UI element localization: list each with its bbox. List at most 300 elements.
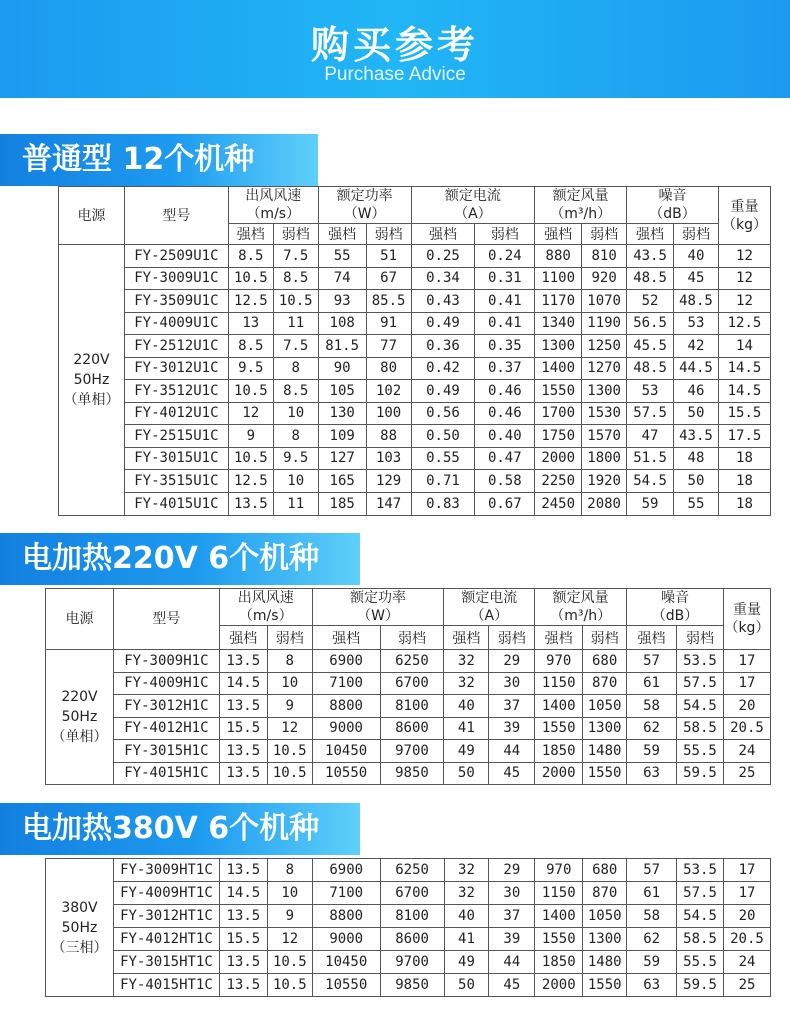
table-row — [46, 882, 771, 905]
model-cell: FY-3009HT1C — [113, 859, 219, 882]
subheader-strong-text-1: 强档 — [236, 227, 265, 243]
value-cell: 18 — [718, 447, 770, 470]
value-cell: 20.5 — [723, 717, 770, 740]
value-cell: 11 — [273, 492, 318, 515]
value-cell: 870 — [583, 672, 627, 695]
value-cell: 10550 — [312, 762, 380, 785]
value-cell: 53.5 — [676, 650, 723, 673]
value-cell: 0.34 — [411, 267, 475, 290]
value-cell: 2000 — [535, 762, 583, 785]
value-cell: 8.5 — [228, 335, 273, 358]
value-cell: 8800 — [312, 905, 380, 928]
subheader-weak-text-1: 弱档 — [685, 630, 714, 647]
value-cell: 53 — [674, 312, 719, 335]
value-cell: 1100 — [535, 267, 582, 290]
value-cell: 55.5 — [677, 951, 724, 974]
value-cell: 25 — [723, 762, 770, 785]
subheader-weak — [366, 224, 411, 245]
value-cell: 7100 — [312, 882, 380, 905]
value-cell: 8800 — [312, 695, 380, 718]
power-source-line: 220V — [73, 351, 110, 368]
model-cell: FY-3009U1C — [124, 267, 228, 290]
value-cell: 57 — [627, 650, 677, 673]
value-cell: 1530 — [582, 402, 627, 425]
value-cell: 17 — [723, 882, 770, 905]
value-cell: 50 — [674, 470, 719, 493]
value-cell: 9700 — [380, 740, 444, 763]
value-cell: 48.5 — [627, 357, 674, 380]
model-cell: FY-2509U1C — [124, 245, 228, 268]
model-cell: FY-4012U1C — [124, 402, 228, 425]
value-cell: 12 — [718, 267, 770, 290]
value-cell: 51.5 — [627, 447, 674, 470]
value-cell: 1550 — [535, 380, 582, 403]
value-cell: 32 — [444, 859, 489, 882]
value-cell: 58 — [627, 905, 677, 928]
value-cell: 0.35 — [475, 335, 535, 358]
value-cell: 10.5 — [267, 974, 312, 997]
value-cell: 1300 — [583, 928, 627, 951]
value-cell: 10 — [273, 402, 318, 425]
table-row — [59, 357, 771, 380]
value-cell: 54.5 — [677, 905, 724, 928]
header-weight-text-2: （kg） — [724, 620, 770, 636]
header-airflow — [535, 187, 627, 224]
value-cell: 1050 — [583, 695, 627, 718]
value-cell: 12 — [228, 402, 273, 425]
subheader-weak-text-1: 弱档 — [397, 630, 426, 647]
table-row — [46, 695, 771, 718]
value-cell: 0.42 — [411, 357, 475, 380]
value-cell: 43.5 — [674, 425, 719, 448]
value-cell: 49 — [444, 951, 489, 974]
value-cell: 109 — [318, 425, 366, 448]
value-cell: 61 — [627, 672, 677, 695]
value-cell: 13 — [228, 312, 273, 335]
value-cell: 50 — [444, 762, 489, 785]
power-source-cell — [46, 859, 114, 997]
power-source-line: 50Hz — [73, 371, 110, 388]
value-cell: 46 — [674, 380, 719, 403]
header-speed-text-1: 出风风速 — [237, 590, 294, 606]
value-cell: 0.55 — [411, 447, 475, 470]
value-cell: 8100 — [380, 695, 444, 718]
value-cell: 6250 — [380, 650, 444, 673]
header-speed-text-2: （m/s） — [238, 608, 293, 624]
value-cell: 85.5 — [366, 290, 411, 313]
model-cell: FY-4012H1C — [113, 717, 219, 740]
value-cell: 0.37 — [475, 357, 535, 380]
banner-subtitle: Purchase Advice — [324, 64, 466, 85]
value-cell: 17 — [723, 672, 770, 695]
table-row — [59, 425, 771, 448]
value-cell: 17 — [723, 650, 770, 673]
subheader-strong-text-1: 强档 — [452, 630, 481, 647]
value-cell: 12.5 — [228, 470, 273, 493]
value-cell: 10.5 — [267, 951, 312, 974]
value-cell: 1850 — [535, 951, 583, 974]
value-cell: 20 — [723, 695, 770, 718]
value-cell: 20 — [723, 905, 770, 928]
value-cell: 54.5 — [676, 695, 723, 718]
value-cell: 147 — [366, 492, 411, 515]
value-cell: 1480 — [583, 740, 627, 763]
value-cell: 74 — [318, 267, 366, 290]
value-cell: 44 — [489, 951, 535, 974]
table-row — [59, 245, 771, 268]
value-cell: 41 — [444, 928, 489, 951]
value-cell: 9.5 — [273, 447, 318, 470]
value-cell: 0.47 — [475, 447, 535, 470]
value-cell: 0.67 — [475, 492, 535, 515]
value-cell: 130 — [318, 402, 366, 425]
table-row — [59, 335, 771, 358]
subheader-weak-text-1: 弱档 — [590, 630, 619, 647]
value-cell: 30 — [489, 882, 535, 905]
value-cell: 55 — [318, 245, 366, 268]
value-cell: 47 — [627, 425, 674, 448]
subheader-strong-text-1: 强档 — [332, 630, 361, 647]
value-cell: 6900 — [312, 650, 380, 673]
header-noise — [627, 187, 719, 224]
section-title-heating-220v: 电加热220V 6个机种 — [0, 533, 360, 585]
value-cell: 100 — [366, 402, 411, 425]
header-current-text-1: 额定电流 — [444, 188, 501, 204]
value-cell: 8100 — [380, 905, 444, 928]
value-cell: 10.5 — [273, 290, 318, 313]
power-source-line: 50Hz — [61, 919, 98, 936]
value-cell: 81.5 — [318, 335, 366, 358]
subheader-weak-text-1: 弱档 — [281, 227, 310, 243]
value-cell: 10550 — [312, 974, 380, 997]
value-cell: 56.5 — [627, 312, 674, 335]
value-cell: 1400 — [535, 905, 583, 928]
model-cell: FY-3015H1C — [113, 740, 219, 763]
header-current-text-1: 额定电流 — [461, 590, 518, 606]
value-cell: 1270 — [582, 357, 627, 380]
power-source-line: 50Hz — [61, 709, 98, 725]
value-cell: 12.5 — [228, 290, 273, 313]
value-cell: 58.5 — [677, 928, 724, 951]
subheader-weak — [273, 224, 318, 245]
model-cell: FY-4009U1C — [124, 312, 228, 335]
value-cell: 1340 — [535, 312, 582, 335]
value-cell: 90 — [318, 357, 366, 380]
subheader-strong — [535, 626, 583, 650]
value-cell: 0.25 — [411, 245, 475, 268]
model-cell: FY-4015HT1C — [113, 974, 219, 997]
value-cell: 970 — [535, 859, 583, 882]
model-cell: FY-4015U1C — [124, 492, 228, 515]
value-cell: 680 — [583, 859, 627, 882]
value-cell: 10450 — [312, 740, 380, 763]
value-cell: 48.5 — [674, 290, 719, 313]
model-cell: FY-3015HT1C — [113, 951, 219, 974]
model-cell: FY-4009H1C — [113, 672, 219, 695]
value-cell: 0.41 — [475, 290, 535, 313]
value-cell: 37 — [489, 905, 535, 928]
value-cell: 12 — [267, 717, 312, 740]
value-cell: 9700 — [380, 951, 444, 974]
value-cell: 10 — [267, 672, 312, 695]
value-cell: 0.50 — [411, 425, 475, 448]
value-cell: 102 — [366, 380, 411, 403]
value-cell: 2250 — [535, 470, 582, 493]
value-cell: 57.5 — [627, 402, 674, 425]
value-cell: 6700 — [380, 672, 444, 695]
value-cell: 7.5 — [273, 245, 318, 268]
table-row — [59, 402, 771, 425]
value-cell: 45 — [489, 974, 535, 997]
value-cell: 12 — [267, 928, 312, 951]
value-cell: 7100 — [312, 672, 380, 695]
model-cell: FY-3012HT1C — [113, 905, 219, 928]
table-row — [46, 905, 771, 928]
value-cell: 0.83 — [411, 492, 475, 515]
value-cell: 14.5 — [718, 357, 770, 380]
table-row — [46, 717, 771, 740]
header-power-text-2: （W） — [357, 608, 399, 624]
value-cell: 1570 — [582, 425, 627, 448]
value-cell: 0.40 — [475, 425, 535, 448]
subheader-weak-text-1: 弱档 — [681, 227, 710, 243]
spec-table-heating-380v — [45, 858, 771, 997]
value-cell: 9.5 — [228, 357, 273, 380]
value-cell: 1150 — [535, 672, 583, 695]
header-model-text-1: 型号 — [152, 611, 181, 627]
header-power — [318, 187, 411, 224]
value-cell: 39 — [489, 717, 535, 740]
value-cell: 1300 — [583, 717, 627, 740]
value-cell: 77 — [366, 335, 411, 358]
value-cell: 1400 — [535, 357, 582, 380]
header-model-text-1: 型号 — [162, 207, 191, 224]
header-power-text-2: （W） — [343, 206, 386, 222]
value-cell: 17.5 — [718, 425, 770, 448]
value-cell: 63 — [627, 974, 677, 997]
subheader-weak — [676, 626, 723, 650]
header-airflow-text-2: （m³/h） — [550, 206, 612, 222]
subheader-weak-text-1: 弱档 — [275, 630, 304, 647]
value-cell: 44 — [489, 740, 535, 763]
value-cell: 13.5 — [228, 492, 273, 515]
power-source-cell — [59, 245, 125, 516]
value-cell: 59 — [627, 951, 677, 974]
header-current-text-2: （A） — [470, 608, 509, 624]
purchase-advice-banner — [0, 0, 790, 98]
header-current — [411, 187, 535, 224]
header-airflow-text-1: 额定风量 — [552, 188, 609, 204]
value-cell: 14.5 — [219, 672, 267, 695]
subheader-strong-text-1: 强档 — [544, 227, 573, 243]
value-cell: 6900 — [312, 859, 380, 882]
subheader-strong — [535, 224, 582, 245]
value-cell: 1550 — [583, 762, 627, 785]
header-model — [124, 187, 228, 245]
value-cell: 8.5 — [273, 267, 318, 290]
value-cell: 0.56 — [411, 402, 475, 425]
subheader-strong-text-1: 强档 — [229, 630, 258, 647]
header-weight — [723, 589, 770, 650]
value-cell: 8 — [273, 425, 318, 448]
value-cell: 10 — [273, 470, 318, 493]
header-weight-text-2: （kg） — [721, 216, 767, 233]
value-cell: 55 — [674, 492, 719, 515]
subheader-strong — [312, 626, 380, 650]
value-cell: 67 — [366, 267, 411, 290]
value-cell: 1190 — [582, 312, 627, 335]
value-cell: 9850 — [380, 974, 444, 997]
spec-table-standard — [58, 186, 771, 516]
model-cell: FY-2512U1C — [124, 335, 228, 358]
subheader-weak — [267, 626, 312, 650]
header-power-source-text-1: 电源 — [77, 207, 106, 224]
value-cell: 12 — [718, 245, 770, 268]
header-power-source-text-1: 电源 — [65, 611, 94, 627]
power-source-line: 220V — [61, 689, 98, 705]
value-cell: 45 — [674, 267, 719, 290]
value-cell: 62 — [627, 928, 677, 951]
value-cell: 0.49 — [411, 312, 475, 335]
header-current — [444, 589, 535, 626]
value-cell: 9000 — [312, 928, 380, 951]
value-cell: 1400 — [535, 695, 583, 718]
table-header-row — [46, 589, 771, 626]
value-cell: 13.5 — [219, 762, 267, 785]
subheader-weak — [582, 224, 627, 245]
value-cell: 13.5 — [219, 905, 267, 928]
value-cell: 1170 — [535, 290, 582, 313]
value-cell: 45 — [489, 762, 535, 785]
subheader-weak — [583, 626, 627, 650]
model-cell: FY-3012U1C — [124, 357, 228, 380]
header-noise — [627, 589, 724, 626]
value-cell: 59.5 — [676, 762, 723, 785]
value-cell: 880 — [535, 245, 582, 268]
value-cell: 45.5 — [627, 335, 674, 358]
value-cell: 9850 — [380, 762, 444, 785]
header-power-text-1: 额定功率 — [350, 590, 407, 606]
subheader-strong-text-1: 强档 — [637, 630, 666, 647]
table-row — [46, 951, 771, 974]
value-cell: 105 — [318, 380, 366, 403]
value-cell: 20.5 — [723, 928, 770, 951]
value-cell: 10.5 — [228, 447, 273, 470]
table-row — [59, 380, 771, 403]
value-cell: 185 — [318, 492, 366, 515]
header-weight-text-1: 重量 — [732, 602, 761, 618]
value-cell: 13.5 — [219, 650, 267, 673]
value-cell: 13.5 — [219, 695, 267, 718]
table-row — [59, 312, 771, 335]
value-cell: 0.24 — [475, 245, 535, 268]
power-source-line: （单相） — [51, 729, 108, 745]
table-row — [46, 762, 771, 785]
value-cell: 52 — [627, 290, 674, 313]
table-row — [59, 267, 771, 290]
power-source-line: （单相） — [63, 391, 120, 408]
value-cell: 54.5 — [627, 470, 674, 493]
value-cell: 0.36 — [411, 335, 475, 358]
banner-title: 购买参考 — [310, 23, 479, 67]
value-cell: 24 — [723, 740, 770, 763]
value-cell: 17 — [723, 859, 770, 882]
value-cell: 1750 — [535, 425, 582, 448]
value-cell: 58.5 — [676, 717, 723, 740]
header-speed — [219, 589, 312, 626]
section-title-standard: 普通型 12个机种 — [0, 134, 318, 186]
value-cell: 11 — [273, 312, 318, 335]
value-cell: 2000 — [535, 974, 583, 997]
value-cell: 8 — [273, 357, 318, 380]
value-cell: 1480 — [583, 951, 627, 974]
value-cell: 6700 — [380, 882, 444, 905]
value-cell: 63 — [627, 762, 677, 785]
value-cell: 50 — [674, 402, 719, 425]
value-cell: 25 — [723, 974, 770, 997]
header-model — [113, 589, 219, 650]
value-cell: 14.5 — [718, 380, 770, 403]
value-cell: 0.49 — [411, 380, 475, 403]
power-source-cell — [46, 650, 114, 785]
model-cell: FY-2515U1C — [124, 425, 228, 448]
value-cell: 53.5 — [677, 859, 724, 882]
header-power — [312, 589, 444, 626]
value-cell: 680 — [583, 650, 627, 673]
value-cell: 2080 — [582, 492, 627, 515]
section-title-heating-380v: 电加热380V 6个机种 — [0, 803, 360, 855]
header-airflow — [535, 589, 627, 626]
value-cell: 8.5 — [273, 380, 318, 403]
value-cell: 14.5 — [219, 882, 267, 905]
table-header-row — [59, 187, 771, 224]
model-cell: FY-4015H1C — [113, 762, 219, 785]
model-cell: FY-3512U1C — [124, 380, 228, 403]
value-cell: 1550 — [535, 717, 583, 740]
value-cell: 1300 — [535, 335, 582, 358]
value-cell: 13.5 — [219, 951, 267, 974]
value-cell: 6250 — [380, 859, 444, 882]
value-cell: 49 — [444, 740, 489, 763]
subheader-strong — [627, 224, 674, 245]
value-cell: 40 — [444, 905, 489, 928]
header-airflow-text-2: （m³/h） — [550, 608, 612, 624]
value-cell: 40 — [674, 245, 719, 268]
value-cell: 93 — [318, 290, 366, 313]
model-cell: FY-4009HT1C — [113, 882, 219, 905]
model-cell: FY-3012H1C — [113, 695, 219, 718]
value-cell: 165 — [318, 470, 366, 493]
subheader-weak-text-1: 弱档 — [497, 630, 526, 647]
value-cell: 0.41 — [475, 312, 535, 335]
value-cell: 48 — [674, 447, 719, 470]
header-airflow-text-1: 额定风量 — [552, 590, 609, 606]
subheader-weak — [380, 626, 444, 650]
subheader-weak-text-1: 弱档 — [374, 227, 403, 243]
value-cell: 10.5 — [267, 740, 312, 763]
model-cell: FY-3515U1C — [124, 470, 228, 493]
value-cell: 810 — [582, 245, 627, 268]
value-cell: 88 — [366, 425, 411, 448]
value-cell: 32 — [444, 650, 489, 673]
value-cell: 55.5 — [676, 740, 723, 763]
value-cell: 1300 — [582, 380, 627, 403]
value-cell: 57 — [627, 859, 677, 882]
subheader-strong-text-1: 强档 — [636, 227, 665, 243]
value-cell: 8 — [267, 859, 312, 882]
subheader-weak-text-1: 弱档 — [590, 227, 619, 243]
value-cell: 1050 — [583, 905, 627, 928]
